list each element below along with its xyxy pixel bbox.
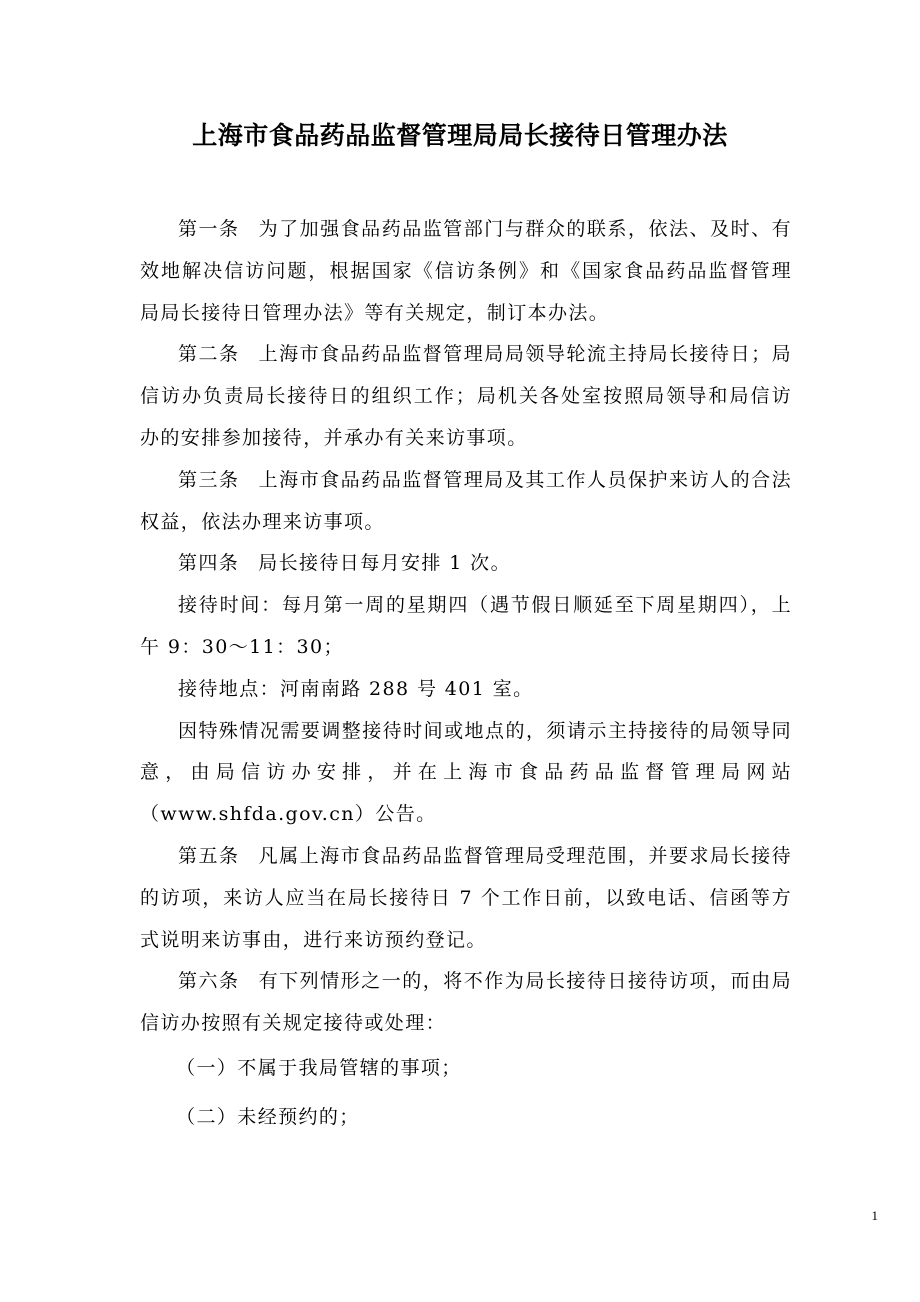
reception-location: 接待地点：河南南路 288 号 401 室。	[178, 677, 534, 700]
document-body	[140, 209, 792, 1143]
article-5	[140, 836, 792, 961]
article-text: 有下列情形之一的，将不作为局长接待日接待访项，而由局信访办按照有关规定接待或处理：	[140, 970, 793, 1035]
page-number: 1	[871, 1208, 878, 1223]
article-text: 为了加强食品药品监管部门与群众的联系，依法、及时、有效地解决信访问题，根据国家《信访条例》和《国家食品药品监督管理局局长接待日管理办法》等有关规定，制订本办法。	[140, 218, 793, 324]
article-2	[140, 334, 792, 459]
schedule-adjustment: 因特殊情况需要调整接待时间或地点的，须请示主持接待的局领导同意，由局信访办安排，并在上海市食品药品监督管理局网站（www.shfda.gov.cn）公告。	[140, 719, 792, 826]
list-item: （一）不属于我局管辖的事项；	[176, 1056, 462, 1079]
reception-time: 接待时间：每月第一周的星期四（遇节假日顺延至下周星期四），上午 9：30～11：30；	[140, 594, 792, 658]
article-number: 第五条	[178, 844, 240, 867]
article-text: 凡属上海市食品药品监督管理局受理范围，并要求局长接待的访项，来访人应当在局长接待日 7 个工作日前，以致电话、信函等方式说明来访事由，进行来访预约登记。	[140, 844, 793, 951]
article-number: 第一条	[178, 218, 240, 240]
article-4	[140, 543, 792, 585]
article-3	[140, 460, 792, 544]
article-text: 上海市食品药品监督管理局局领导轮流主持局长接待日；局信访办负责局长接待日的组织工作；局机关各处室按照局领导和局信访办的安排参加接待，并承办有关来访事项。	[140, 343, 793, 449]
article-6	[140, 961, 792, 1045]
list-item: （二）未经预约的；	[176, 1105, 360, 1128]
document-title: 上海市食品药品监督管理局局长接待日管理办法	[192, 121, 728, 150]
article-number: 第六条	[178, 970, 240, 993]
article-number: 第二条	[178, 343, 240, 366]
article-text: 局长接待日每月安排 1 次。	[258, 552, 511, 575]
article-1	[140, 209, 792, 334]
article-text: 上海市食品药品监督管理局及其工作人员保护来访人的合法权益，依法办理来访事项。	[140, 468, 793, 533]
article-number: 第三条	[178, 468, 240, 491]
article-number: 第四条	[178, 552, 240, 575]
